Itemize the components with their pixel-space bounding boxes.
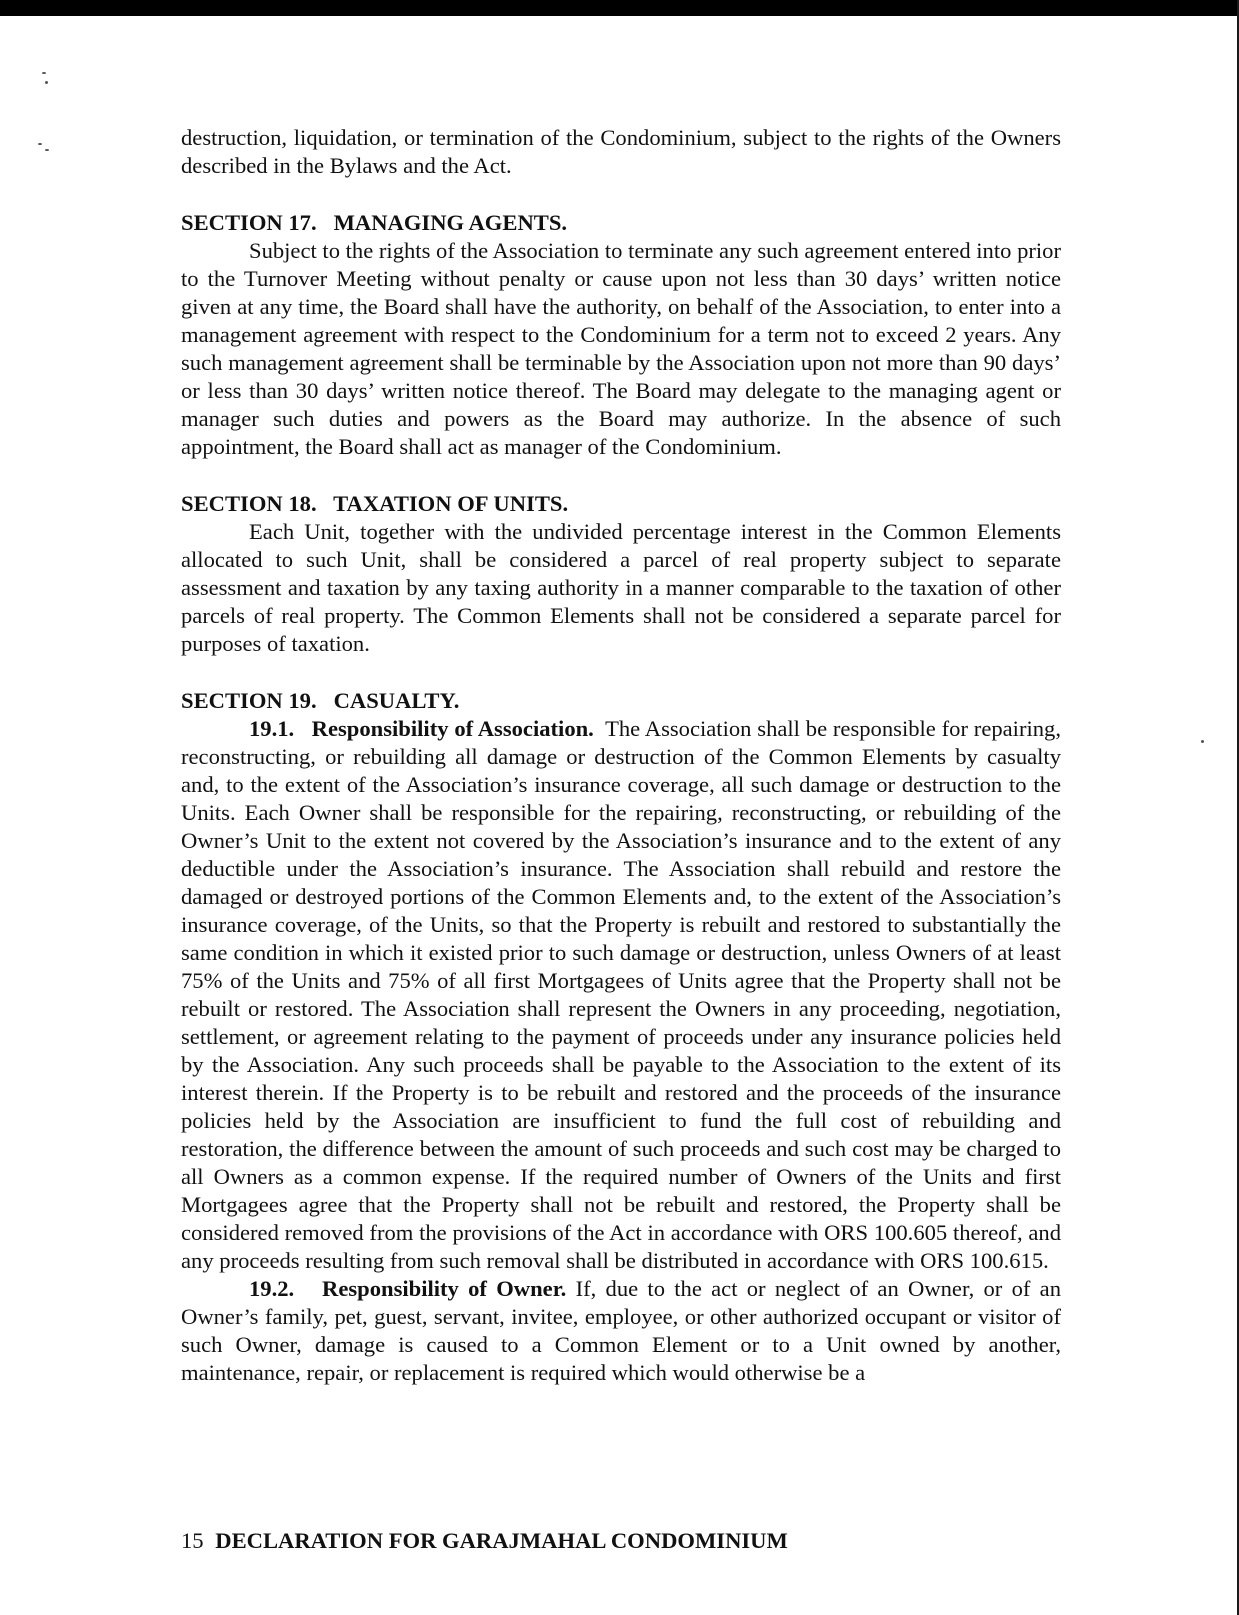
subsection-19-2: [181, 1275, 1061, 1387]
section-18-heading: [181, 490, 1061, 518]
section-18-body: Each Unit, together with the undivided percentage interest in the Common Elements allocated to such Unit, shall be considered a parcel of real property subject to separate assessment and taxation by any taxing authority in a manner comparable to the taxation of other parcels of real property. The Common Elements shall not be considered a separate parcel for purposes of taxation.: [181, 519, 1061, 656]
subsection-19-2-title: Responsibility of Owner.: [322, 1276, 567, 1301]
section-17-body: Subject to the rights of the Association to terminate any such agreement entered into prior to the Turnover Meeting without penalty or cause upon not less than 30 days’ written notice given at any time, the Board shall have the authority, on behalf of the Association, to enter into a management agreement with respect to the Condominium for a term not to exceed 2 years. Any such management agreement shall be terminable by the Association upon not more than 90 days’ or less than 30 days’ written notice thereof. The Board may delegate to the managing agent or manager such duties and powers as the Board may authorize. In the absence of such appointment, the Board shall act as manager of the Condominium.: [181, 238, 1061, 459]
section-19-number: SECTION 19.: [181, 688, 317, 713]
scan-speck: [45, 81, 48, 84]
intro-paragraph: destruction, liquidation, or termination of the Condominium, subject to the rights of the Owners described in the Bylaws and the Act.: [181, 125, 1061, 178]
subsection-19-2-body: If, due to the act or neglect of an Owner, or of an Owner’s family, pet, guest, servant, invitee, employee, or other authorized occupant or visitor of such Owner, damage is caused to a Common Element or to a Unit owned by another, maintenance, repair, or replacement is required which would otherwise be a: [181, 1276, 1061, 1385]
section-18-number: SECTION 18.: [181, 491, 317, 516]
page-footer: [181, 1527, 788, 1555]
scan-speck: [1201, 740, 1204, 743]
subsection-19-1-title: Responsibility of Association.: [311, 716, 594, 741]
section-18-title: TAXATION OF UNITS.: [333, 491, 569, 516]
section-17-number: SECTION 17.: [181, 210, 317, 235]
footer-document-title: DECLARATION FOR GARAJMAHAL CONDOMINIUM: [215, 1528, 788, 1553]
subsection-19-1: [181, 715, 1061, 1275]
subsection-19-1-number: 19.1.: [249, 716, 295, 741]
page-number: 15: [181, 1528, 204, 1553]
section-19-title: CASUALTY.: [333, 688, 460, 713]
subsection-19-1-body: The Association shall be responsible for repairing, reconstructing, or rebuilding all damage or destruction of the Common Elements by casualty and, to the extent of the Association’s insurance coverage, all such damage or destruction to the Units. Each Owner shall be responsible for the repairing, reconstructing, or rebuilding of the Owner’s Unit to the extent not covered by the Association’s insurance and to the extent of any deductible under the Association’s insurance. The Association shall rebuild and restore the damaged or destroyed portions of the Common Elements and, to the extent of the Association’s insurance coverage, of the Units, so that the Property is rebuilt and restored to substantially the same condition in which it existed prior to such damage or destruction, unless Owners of at least 75% of the Units and 75% of all first Mortgagees of Units agree that the Property shall not be rebuilt or restored. The Association shall represent the Owners in any proceeding, negotiation, settlement, or agreement relating to the payment of proceeds under any insurance policies held by the Association. Any such proceeds shall be payable to the Association to the extent of its interest therein. If the Property is to be rebuilt and restored and the proceeds of the insurance policies held by the Association are insufficient to fund the full cost of rebuilding and restoration, the difference between the amount of such proceeds and such cost may be charged to all Owners as a common expense. If the required number of Owners of the Units and first Mortgagees agree that the Property shall not be rebuilt and restored, the Property shall be considered removed from the provisions of the Act in accordance with ORS 100.605 thereof, and any proceeds resulting from such removal shall be distributed in accordance with ORS 100.615.: [181, 716, 1061, 1273]
section-17-heading: [181, 209, 1061, 237]
subsection-19-2-number: 19.2.: [249, 1276, 295, 1301]
document-body: [181, 124, 1061, 1387]
section-19-heading: [181, 687, 1061, 715]
scan-top-border: [0, 0, 1239, 16]
scan-speck: [38, 143, 42, 145]
scan-speck: [42, 72, 46, 74]
scan-speck: [45, 149, 49, 151]
section-17-title: MANAGING AGENTS.: [333, 210, 568, 235]
